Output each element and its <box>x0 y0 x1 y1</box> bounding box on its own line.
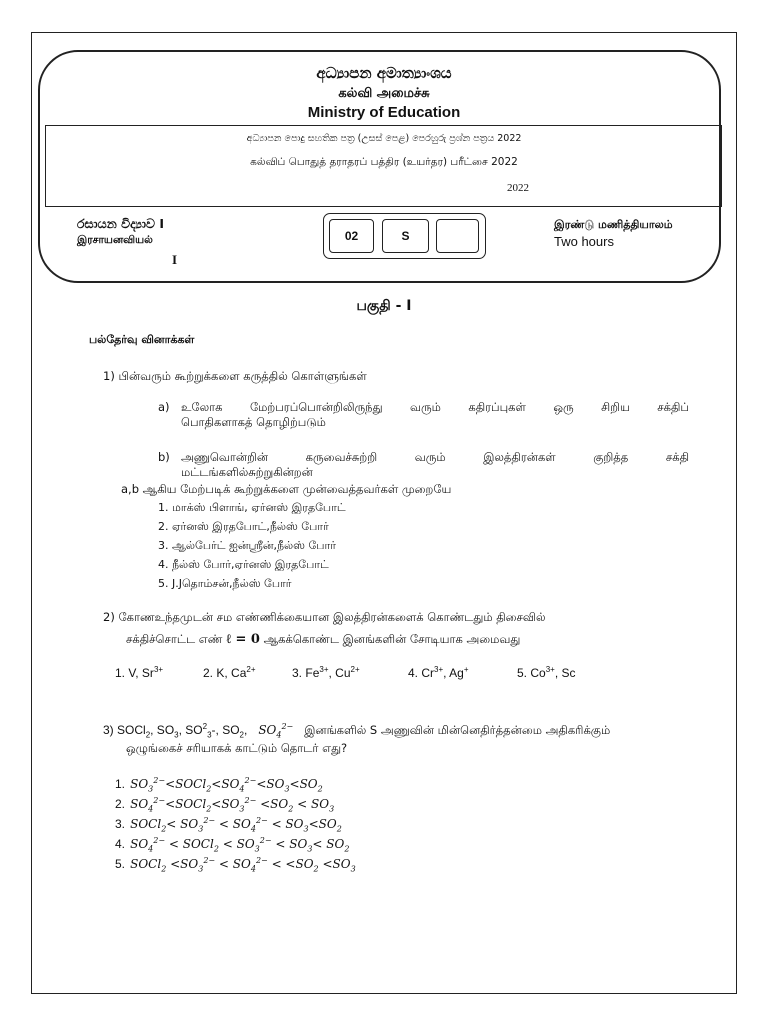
q1-lead: a,b ஆகிய மேற்படிக் கூற்றுக்களை முன்வைத்தவர்கள் முறையே <box>121 482 452 496</box>
q2-line-2 <box>126 631 520 648</box>
code-cell-2: S <box>382 219 429 253</box>
q3-option-5 <box>115 853 356 872</box>
q3-so3-ion-sub: 3 <box>207 730 212 740</box>
tamil-ministry: கல்வி அமைச்சு <box>338 86 430 101</box>
q2-opt1-sup: 3+ <box>153 665 164 674</box>
q2-opt3-sup-b: 2+ <box>350 665 360 674</box>
q2-opt4-b: , Ag <box>443 666 464 680</box>
q3-so4-sub: 4 <box>276 730 282 740</box>
q3-line-1 <box>103 723 610 739</box>
q2-option-2 <box>203 666 256 680</box>
q2-opt1-a: V, Sr <box>128 666 154 680</box>
q2-l-value: ℓ = 0 <box>226 632 260 647</box>
q3-socl-sub: 2 <box>145 730 151 740</box>
q3-opt3-num: 3. <box>115 817 126 831</box>
q3-so3-ion: , SO <box>178 723 203 737</box>
q3-opt2-expr: $SO_4^{2-}<SOCl_2<SO_3^{2-} <SO_2 < SO_3$ <box>130 796 335 814</box>
q2-option-4 <box>408 666 469 680</box>
code-cell-3 <box>436 219 479 253</box>
subject-tamil: இரசாயனவியல் <box>77 234 153 246</box>
q1-b-label: b) <box>158 450 170 464</box>
q3-option-3 <box>115 813 342 832</box>
q1-a-label: a) <box>158 400 170 414</box>
q2-opt4-a: Cr <box>421 666 435 680</box>
q3-text-1: இனங்களில் S அணுவின் மின்னெதிர்த்தன்மை அதிகரிக்கும் <box>304 723 611 737</box>
q2-opt1-num: 1. <box>115 666 126 680</box>
q2-opt3-num: 3. <box>292 666 303 680</box>
q1-option-2: 2. ஏர்னஸ் இரதபோட்,நீல்ஸ் போர் <box>158 520 329 533</box>
q3-species-list <box>103 722 248 740</box>
q2-opt5-b: , Sc <box>554 666 576 680</box>
q2-opt5-a: Co <box>530 666 546 680</box>
mcq-heading: பல்தேர்வு வினாக்கள் <box>89 333 195 346</box>
code-cell-1: 02 <box>329 219 374 253</box>
q2-opt2-a: K, Ca <box>216 666 247 680</box>
q2-line-2-post: ஆகக்கொண்ட இனங்களின் சோடியாக அமைவது <box>263 632 521 646</box>
q3-so4-sup: 2− <box>281 722 294 731</box>
sinhala-exam-title: අධ්‍යාපන පොදු සහතික පත්‍ර (උසස් පෙළ) පෙරහුරු ප්‍රශ්න පත්‍රය 2022 <box>246 133 522 144</box>
q1-b-text-2: மட்டங்களில்சுற்றுகின்றன் <box>181 465 313 479</box>
q2-option-3 <box>292 666 360 680</box>
q1-b-text-1: அணுவொன்றின் கருவைச்சுற்றி வரும் இலத்திரன்கள் குறித்த சக்தி <box>181 450 689 464</box>
q2-opt5-num: 5. <box>517 666 528 680</box>
q1-a-text-1: உலோக மேற்பரப்பொன்றிலிருந்து வரும் கதிரப்புகள் ஒரு சிறிய சக்திப் <box>181 400 689 414</box>
q1-option-3: 3. ஆல்பேர்ட் ஐன்ஸ்ரீன்,நீல்ஸ் போர் <box>158 539 336 552</box>
q2-opt3-b: , Cu <box>328 666 351 680</box>
q3-opt1-num: 1. <box>115 777 126 791</box>
q3-opt1-expr: $SO_3^{2-}<SOCl_2<SO_4^{2-}<SO_3<SO_2$ <box>130 776 323 794</box>
q2-opt2-num: 2. <box>203 666 214 680</box>
q3-so3-ion-minus: - <box>211 723 216 737</box>
q1-stem: 1) பின்வரும் கூற்றுக்களை கருத்தில் கொள்ளுங்கள் <box>103 369 367 383</box>
q3-opt5-num: 5. <box>115 857 126 871</box>
q1-option-5: 5. J.Jதொம்சன்,நீல்ஸ் போர் <box>158 577 292 590</box>
q3-opt5-expr: SOCl$_2$ $<SO_3^{2-} < SO_4^{2-} < <SO_2 <SO_3$ <box>130 856 356 874</box>
q3-opt3-expr: SOCl$_2$< $SO_3^{2-} < SO_4^{2-} < SO_3<SO_2$ <box>130 816 342 834</box>
q2-opt5-sup: 3+ <box>545 665 555 674</box>
subject-paper-number: I <box>172 252 178 267</box>
duration-tamil: இரண்டு மணித்தியாலம் <box>554 218 673 231</box>
q3-comma: , <box>244 723 248 737</box>
q3-opt4-expr: $SO_4^{2-}$ < SOCl$_2$ < $SO_3^{2-} < SO_3< SO_2$ <box>130 836 350 854</box>
q3-so3-ion-sup: 2 <box>202 722 208 731</box>
english-ministry: Ministry of Education <box>307 104 461 121</box>
q2-option-1 <box>115 666 163 680</box>
q2-line-1: 2) கோணஉந்தமுடன் சம எண்ணிக்கையான இலத்திரன்களைக் கொண்டதும் திசைவில் <box>103 610 546 624</box>
q3-option-4 <box>115 833 349 852</box>
q2-opt4-num: 4. <box>408 666 419 680</box>
q3-line-2: ஒழுங்கைச் சரியாகக் காட்டும் தொடர் எது? <box>126 741 348 755</box>
q3-so3: , SO <box>150 723 175 737</box>
section-title: பகுதி - I <box>356 298 412 314</box>
q2-opt4-sup-b: + <box>463 665 469 674</box>
subject-sinhala: රසායන විද්‍යාව I <box>77 216 164 231</box>
q3-opt4-num: 4. <box>115 837 126 851</box>
q1-option-4: 4. நீல்ஸ் போர்,ஏர்னஸ் இரதபோட் <box>158 558 329 571</box>
q2-option-5 <box>517 666 576 680</box>
tamil-exam-title: கல்விப் பொதுத் தராதரப் பத்திர (உயர்தர) பரீட்சை 2022 <box>250 156 518 168</box>
sinhala-ministry: අධ්‍යාපන අමාත්‍යාංශය <box>316 64 452 82</box>
q1-option-1: 1. மாக்ஸ் பிளாங், ஏர்னஸ் இரதபோட் <box>158 501 346 514</box>
q2-opt3-sup-a: 3+ <box>319 665 329 674</box>
q3-socl: 3) SOCl <box>103 723 146 737</box>
q2-opt4-sup-a: 3+ <box>434 665 444 674</box>
q3-opt2-num: 2. <box>115 797 126 811</box>
q3-option-1 <box>115 773 323 792</box>
q3-so2-sub: 2 <box>239 730 244 740</box>
exam-year: 2022 <box>507 182 529 194</box>
q3-option-2 <box>115 793 334 812</box>
q2-line-2-pre: சக்திச்சொட்ட எண் <box>126 632 223 646</box>
q3-so4: SO <box>258 723 277 737</box>
duration-english: Two hours <box>554 234 614 249</box>
q2-opt3-a: Fe <box>305 666 320 680</box>
q3-so3-sub: 3 <box>174 730 179 740</box>
q1-a-text-2: பொதிகளாகத் தொழிற்படும் <box>181 415 326 429</box>
q3-so2: , SO <box>215 723 240 737</box>
q3-so4-ion <box>258 722 294 740</box>
q2-opt2-sup: 2+ <box>246 665 256 674</box>
